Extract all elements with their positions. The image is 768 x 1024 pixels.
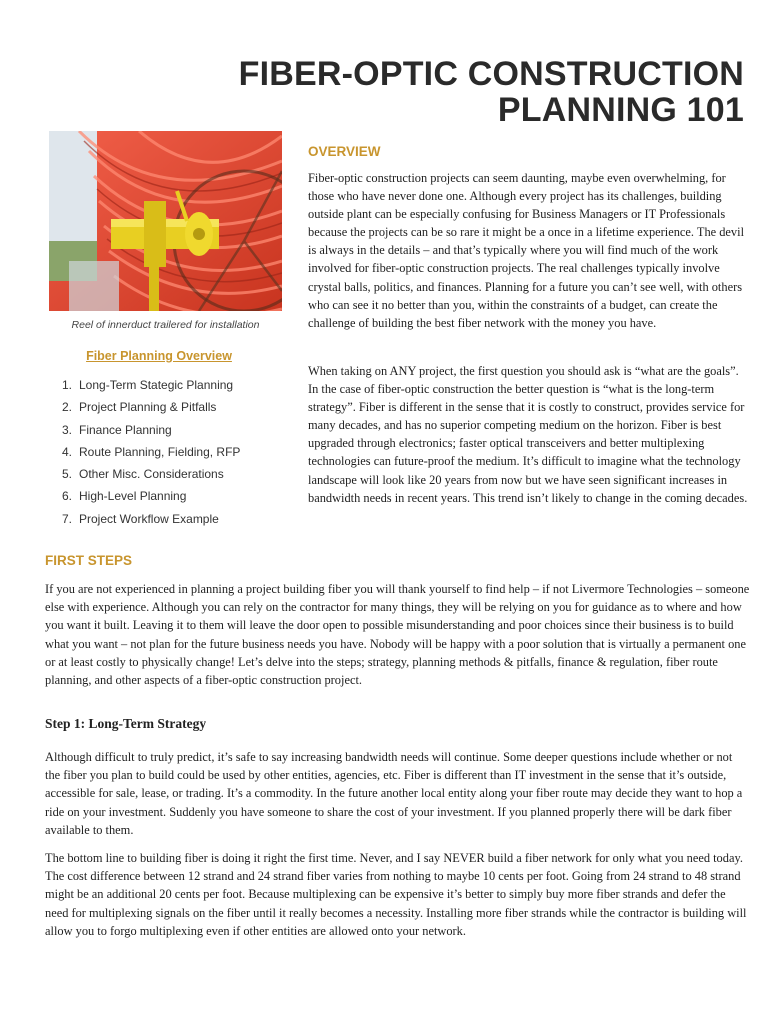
page-title	[239, 56, 744, 128]
toc-item-label: Route Planning, Fielding, RFP	[79, 444, 241, 459]
toc-item-label: High-Level Planning	[79, 489, 187, 504]
photo-caption: Reel of innerduct trailered for installation	[71, 319, 260, 331]
toc-item	[62, 396, 240, 418]
toc-item-label: Finance Planning	[79, 422, 172, 437]
page-title-line-2: PLANNING 101	[497, 91, 744, 129]
toc-title: Fiber Planning Overview	[86, 349, 232, 363]
toc-item-number: 5.	[62, 467, 73, 482]
overview-heading: OVERVIEW	[308, 144, 381, 159]
step-1-paragraph-2: The bottom line to building fiber is doing it right the first time. Never, and I say NEVER build a fiber network for only what you need today. The cost difference between 12 strand and 24 strand fiber varies from nothing to maybe 10 cents per foot. Going from 24 strand to 48 strand might be an additional 20 cents per foot. Because multiplexing can be expensive it’s better to simply buy more fiber strands and defer the need for multiplexing signals on the fiber until it really becomes a necessity. Installing more fiber strands while the contractor is building will allow you to forgo multiplexing even if other entities are allowed onto your network.	[45, 851, 747, 938]
toc-item-label: Project Workflow Example	[79, 511, 219, 526]
toc-item-number: 6.	[62, 489, 73, 504]
step-1-heading: Step 1: Long-Term Strategy	[45, 716, 207, 731]
toc-item	[62, 441, 240, 463]
overview-paragraph-1: Fiber-optic construction projects can seem daunting, maybe even overwhelming, for those who have never done one. Although every project has its challenges, building outside plant can be especially confusing for Business Managers or IT Professionals because the projects can be so rare it might be a once in a lifetime experience. The devil is always in the details – and that’s typically where you will find much of the work involved for fiber-optic construction projects. The real challenges typically involve crystal balls, politics, and finances. Planning for a future you can’t see well, with others who can see it no better than you, within the constraints of a budget, can create the challenge of building the best fiber network with the money you have.	[308, 171, 745, 330]
toc-list	[62, 374, 240, 530]
toc-item-number: 1.	[62, 378, 73, 392]
step-1-paragraph-1: Although difficult to truly predict, it’s safe to say increasing bandwidth needs will continue. Some deeper questions include whether or not the fiber you plan to build could be used by other entities, agencies, etc. Fiber is different than IT investment in the sense that it’s outside, accessible for sale, lease, or trading. It’s a commodity. In the future another local entity along your fiber route may decide they want to hop a ride on your investment. Suddenly you have someone to share the cost of your investment. If you planned properly there will be dark fiber available to them.	[45, 750, 743, 837]
page-title-line-1: FIBER-OPTIC CONSTRUCTION	[238, 55, 744, 93]
toc-item	[62, 485, 240, 507]
toc-item	[62, 508, 240, 530]
innerduct-reel-photo	[49, 131, 282, 311]
overview-paragraph-2: When taking on ANY project, the first question you should ask is “what are the goals”. In the case of fiber-optic construction the better question is “what is the long-term strategy”. Fiber is different in the sense that it is costly to construct, provides service for many decades, and has no superior competing medium on the horizon. Fiber is best upgraded through electronics; faster optical transceivers and better multiplexing technologies can future-proof the medium. It’s difficult to imagine what the technology landscape will look like 20 years from now but we have seen significant increases in bandwidth needs in recent years. This trend isn’t likely to change in the coming decades.	[308, 364, 748, 505]
toc-item-label: Project Planning & Pitfalls	[79, 400, 217, 415]
toc-item-number: 4.	[62, 444, 73, 459]
first-steps-heading: FIRST STEPS	[45, 553, 133, 568]
toc-item-number: 2.	[62, 400, 73, 415]
toc-item	[62, 374, 240, 396]
toc-item-label: Other Misc. Considerations	[79, 467, 224, 482]
first-steps-paragraph: If you are not experienced in planning a project building fiber you will thank yourself to find help – if not Livermore Technologies – someone else with experience. Although you can rely on the contractor for many things, they will be relying on you for guidance as to where and how you want it built. Leaving it to them will leave the door open to possible misunderstanding and poor choices since their business is to build what you want – not plan for the future business needs you have. Nobody will be happy with a poor solution that is virtually a permanent one or at least costly to physically change! Let’s delve into the steps; strategy, planning methods & pitfalls, finance & regulation, fiber route planning, and other aspects of a fiber-optic construction project.	[45, 582, 750, 688]
toc-item-number: 7.	[62, 511, 73, 526]
toc-item-label: Long-Term Stategic Planning	[79, 378, 234, 392]
toc-item	[62, 463, 240, 485]
toc-item	[62, 419, 240, 441]
toc-item-number: 3.	[62, 422, 73, 437]
